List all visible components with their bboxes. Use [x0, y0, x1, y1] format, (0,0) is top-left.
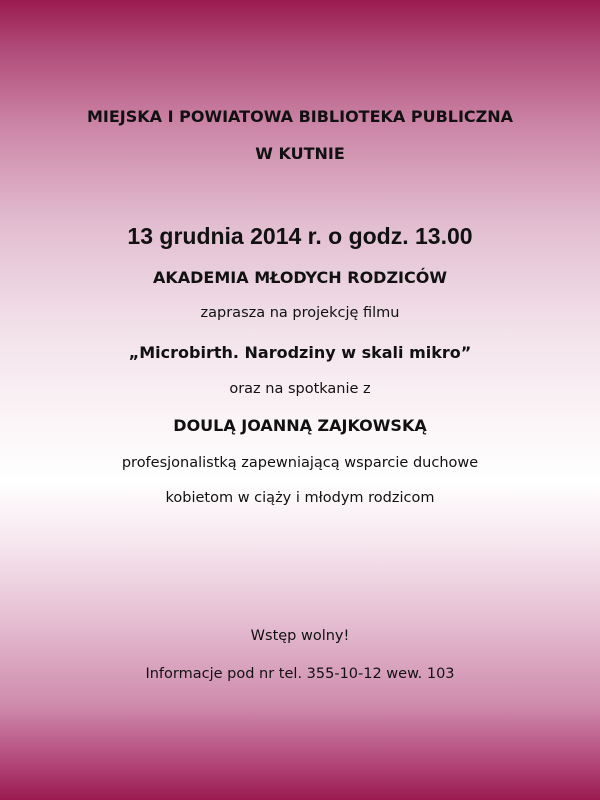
guest-description-line2: kobietom w ciąży i młodym rodzicom	[165, 490, 435, 506]
event-datetime: 13 grudnia 2014 r. o godz. 13.00	[127, 223, 473, 249]
guest-description-line1: profesjonalistką zapewniającą wsparcie duchowe	[121, 455, 479, 471]
film-title: „Microbirth. Narodziny w skali mikro”	[128, 343, 472, 362]
admission-text: Wstęp wolny!	[250, 628, 350, 644]
event-host: AKADEMIA MŁODYCH RODZICÓW	[152, 268, 447, 287]
organizer-city: W KUTNIE	[255, 144, 345, 163]
contact-info: Informacje pod nr tel. 355-10-12 wew. 103	[145, 666, 455, 682]
invite-text: zaprasza na projekcję filmu	[200, 305, 400, 321]
meeting-text: oraz na spotkanie z	[229, 381, 371, 397]
guest-name: DOULĄ JOANNĄ ZAJKOWSKĄ	[173, 416, 427, 435]
organizer-name: MIEJSKA I POWIATOWA BIBLIOTEKA PUBLICZNA	[86, 107, 514, 126]
